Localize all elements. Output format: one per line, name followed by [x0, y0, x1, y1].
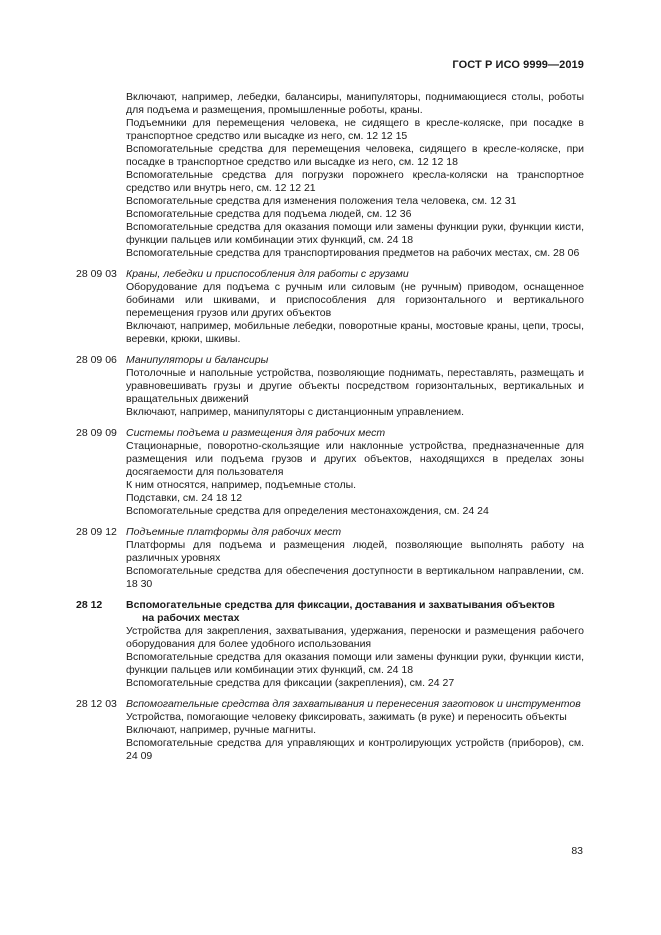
classification-entry [76, 698, 584, 763]
entry-code: 28 09 06 [76, 354, 117, 366]
entry-paragraph: Включают, например, манипуляторы с дистанционным управлением. [126, 406, 465, 418]
intro-paragraph: Вспомогательные средства для перемещения человека, сидящего в кресле-коляске, при посадке в транспортное средство или высадке из него, см. 12 12 18 [126, 143, 584, 168]
entry-paragraph: Устройства для закрепления, захватывания, удержания, переноски и размещения рабочего оборудования для более удобного использования [126, 625, 584, 650]
intro-paragraph: Вспомогательные средства для изменения положения тела человека, см. 12 31 [126, 195, 517, 207]
entry-code: 28 09 12 [76, 526, 117, 538]
entry-title: Подъемные платформы для рабочих мест [126, 526, 342, 538]
entry-paragraph: Включают, например, ручные магниты. [126, 724, 317, 736]
intro-paragraph: Вспомогательные средства для погрузки порожнего кресла-коляски на транспортное средство или внутрь него, см. 12 12 21 [126, 169, 584, 194]
intro-paragraph: Включают, например, лебедки, балансиры, манипуляторы, поднимающиеся столы, роботы для подъема и размещения, промышленные роботы, краны. [126, 91, 584, 116]
entry-paragraph: Оборудование для подъема с ручным или силовым (не ручным) приводом, оснащенное бобинами или шкивами, и приспособления для горизонтального и вертикального перемещения грузов или других объектов [126, 281, 584, 319]
entry-title: Краны, лебедки и приспособления для работы с грузами [126, 268, 409, 280]
classification-entry-group [76, 599, 584, 690]
intro-paragraph: Вспомогательные средства для подъема людей, см. 12 36 [126, 208, 412, 220]
entry-paragraph: Подставки, см. 24 18 12 [126, 492, 243, 504]
entry-title-continuation: на рабочих местах [142, 612, 240, 624]
entry-paragraph: К ним относятся, например, подъемные столы. [126, 479, 357, 491]
entry-paragraph: Вспомогательные средства для оказания помощи или замены функции руки, функции кисти, функции пальцев или комбинации этих функций, см. 24 18 [126, 651, 584, 676]
intro-block [126, 91, 584, 260]
page-content [76, 91, 584, 763]
entry-paragraph: Включают, например, мобильные лебедки, поворотные краны, мостовые краны, цепи, тросы, веревки, крюки, шкивы. [126, 320, 584, 345]
page-number: 83 [571, 845, 583, 857]
entry-title: Вспомогательные средства для фиксации, доставания и захватывания объектов [126, 599, 555, 611]
intro-paragraph: Вспомогательные средства для транспортирования предметов на рабочих местах, см. 28 06 [126, 247, 580, 259]
entry-title: Манипуляторы и балансиры [126, 354, 269, 366]
entry-paragraph: Устройства, помогающие человеку фиксировать, зажимать (в руке) и переносить объекты [126, 711, 567, 723]
entry-paragraph: Платформы для подъема и размещения людей, позволяющие выполнять работу на различных уровнях [126, 539, 584, 564]
intro-paragraph: Вспомогательные средства для оказания помощи или замены функции руки, функции кисти, функции пальцев или комбинации этих функций, см. 24 18 [126, 221, 584, 246]
entry-title: Вспомогательные средства для захватывания и перенесения заготовок и инструментов [126, 698, 581, 710]
classification-entry [76, 526, 584, 591]
entry-paragraph: Вспомогательные средства для фиксации (закрепления), см. 24 27 [126, 677, 455, 689]
entry-paragraph: Потолочные и напольные устройства, позволяющие поднимать, переставлять, размещать и уравновешивать грузы и другие объекты посредством горизонтальных, вертикальных и вращательных движений [126, 367, 584, 405]
entry-paragraph: Вспомогательные средства для обеспечения доступности в вертикальном направлении, см. 18 30 [126, 565, 584, 590]
entry-code: 28 09 09 [76, 427, 117, 439]
entry-code: 28 12 [76, 599, 103, 611]
classification-entry [76, 427, 584, 518]
entry-title: Системы подъема и размещения для рабочих мест [126, 427, 386, 439]
entry-code: 28 12 03 [76, 698, 117, 710]
entry-paragraph: Вспомогательные средства для управляющих и контролирующих устройств (приборов), см. 24 09 [126, 737, 584, 762]
intro-paragraph: Подъемники для перемещения человека, не сидящего в кресле-коляске, при посадке в транспортное средство или высадке из него, см. 12 12 15 [126, 117, 584, 142]
entry-paragraph: Стационарные, поворотно-скользящие или наклонные устройства, предназначенные для размещения или подъема грузов и других объектов, находящихся в пределах зоны досягаемости для пользователя [126, 440, 584, 478]
classification-entry [76, 354, 584, 419]
classification-entry [76, 268, 584, 346]
entry-paragraph: Вспомогательные средства для определения местонахождения, см. 24 24 [126, 505, 489, 517]
standard-header: ГОСТ Р ИСО 9999—2019 [452, 59, 584, 71]
entry-code: 28 09 03 [76, 268, 117, 280]
